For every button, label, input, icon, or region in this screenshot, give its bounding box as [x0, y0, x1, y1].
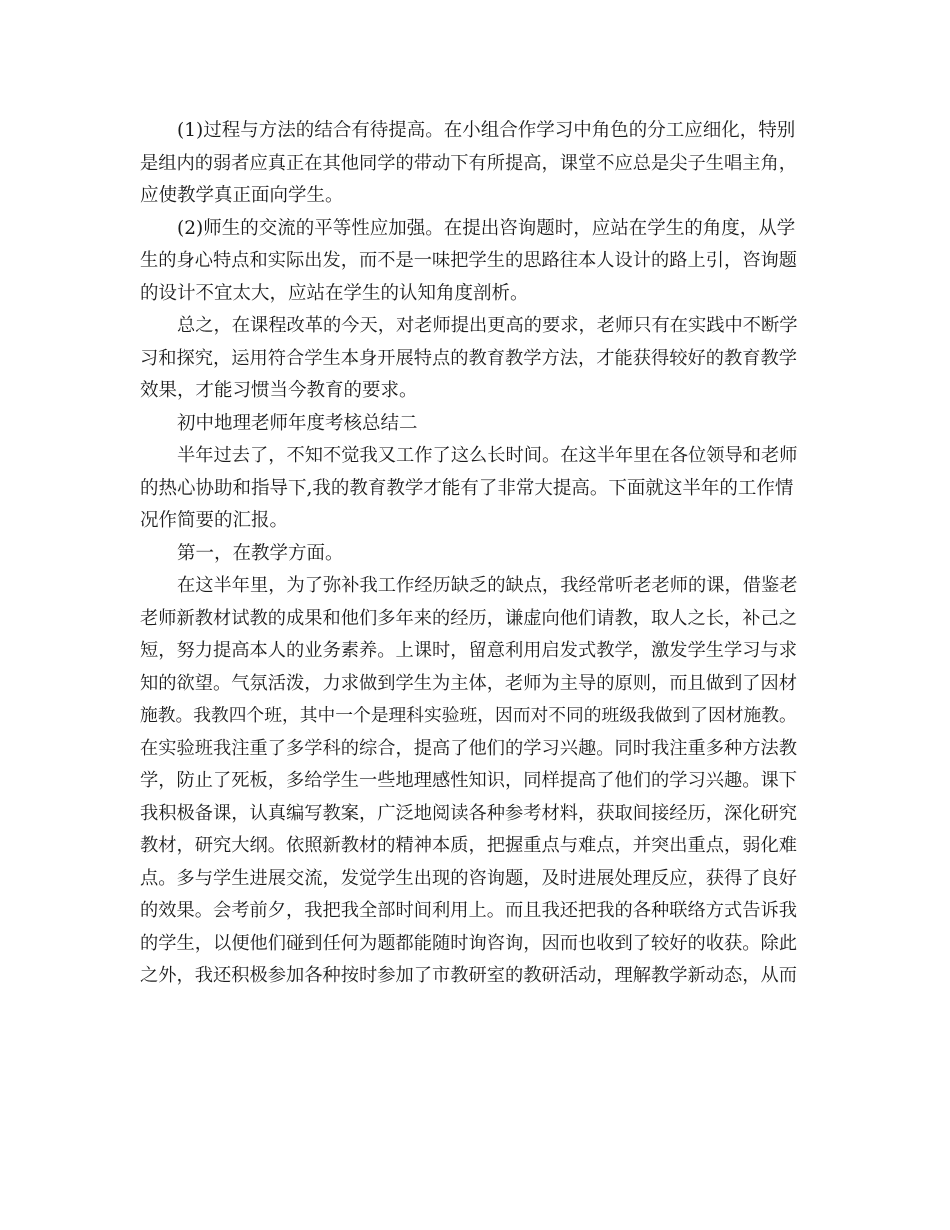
- text-line: 学，防止了死板，多给学生一些地理感性知识，同样提高了他们的学习兴趣。课下: [140, 770, 797, 791]
- text-line: 的热心协助和指导下,我的教育教学才能有了非常大提高。下面就这半年的工作情: [140, 477, 794, 499]
- text-line: 的效果。会考前夕，我把我全部时间利用上。而且我还把我的各种联络方式告诉我: [140, 900, 797, 921]
- text-line: (1)过程与方法的结合有待提高。在小组合作学习中角色的分工应细化，特别: [177, 120, 796, 141]
- text-line: 我积极备课，认真编写教案，广泛地阅读各种参考材料，获取间接经历，深化研究: [140, 802, 797, 824]
- text-line: 教材，研究大纲。依照新教材的精神本质，把握重点与难点，并突出重点，弱化难: [140, 835, 797, 856]
- text-line: 效果，才能习惯当今教育的要求。: [140, 380, 418, 401]
- text-line: 第一，在教学方面。: [177, 542, 344, 564]
- text-line: 短，努力提高本人的业务素养。上课时，留意利用启发式教学，激发学生学习与求: [140, 640, 797, 661]
- text-line: 初中地理老师年度考核总结二: [177, 412, 418, 434]
- text-line: 的学生，以便他们碰到任何为题都能随时询咨询，因而也收到了较好的收获。除此: [140, 932, 797, 954]
- text-line: 总之，在课程改革的今天，对老师提出更高的要求，老师只有在实践中不断学: [177, 315, 798, 336]
- text-line: 是组内的弱者应真正在其他同学的带动下有所提高，课堂不应总是尖子生唱主角，: [140, 152, 797, 174]
- text-line: 点。多与学生进展交流，发觉学生出现的咨询题，及时进展处理反应，获得了良好: [140, 867, 797, 889]
- text-line: 在这半年里，为了弥补我工作经历缺乏的缺点，我经常听老老师的课，借鉴老: [177, 575, 798, 596]
- document-body: [140, 115, 805, 993]
- text-line: 老师新教材试教的成果和他们多年来的经历，谦虚向他们请教，取人之长，补己之: [140, 607, 797, 629]
- text-line: 施教。我教四个班，其中一个是理科实验班，因而对不同的班级我做到了因材施教。: [140, 706, 797, 726]
- text-line: 况作简要的汇报。: [140, 510, 289, 531]
- text-line: 之外，我还积极参加各种按时参加了市教研室的教研活动，理解教学新动态，从而: [140, 965, 797, 986]
- text-line: 的设计不宜太大，应站在学生的认知角度剖析。: [140, 282, 529, 304]
- text-line: 应使教学真正面向学生。: [140, 185, 344, 206]
- text-line: (2)师生的交流的平等性应加强。在提出咨询题时，应站在学生的角度，从学: [177, 217, 796, 239]
- text-line: 生的身心特点和实际出发，而不是一味把学生的思路往本人设计的路上引，咨询题: [140, 250, 797, 271]
- text-line: 半年过去了，不知不觉我又工作了这么长时间。在这半年里在各位领导和老师: [177, 445, 798, 466]
- text-line: 习和探究，运用符合学生本身开展特点的教育教学方法，才能获得较好的教育教学: [140, 347, 797, 369]
- text-line: 知的欲望。气氛活泼，力求做到学生为主体，老师为主导的原则，而且做到了因材: [140, 672, 797, 694]
- text-line: 在实验班我注重了多学科的综合，提高了他们的学习兴趣。同时我注重多种方法教: [140, 737, 797, 759]
